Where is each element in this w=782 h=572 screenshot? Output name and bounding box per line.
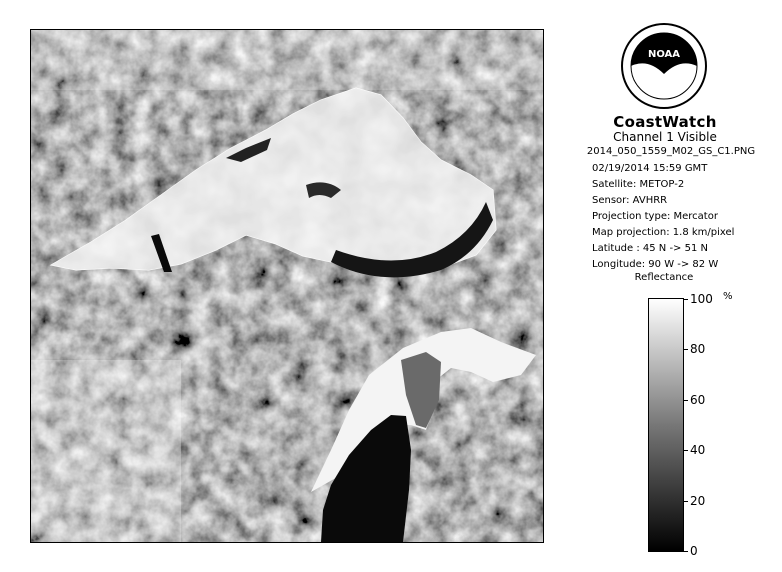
noaa-logo-icon [620, 22, 708, 110]
colorbar-title: Reflectance [634, 272, 694, 283]
colorbar-tick [683, 501, 688, 502]
colorbar-tick-label: 80 [690, 342, 706, 357]
snow-area-southwest [31, 360, 181, 542]
cloud-band-north [31, 30, 543, 90]
latitude-label: Latitude : 45 N -> 51 N [592, 243, 708, 254]
projection-label: Projection type: Mercator [592, 211, 718, 222]
logo-text: NOAA [647, 49, 681, 60]
satellite-image [30, 29, 544, 543]
colorbar-tick-label: 0 [690, 544, 698, 558]
colorbar-unit: % [723, 291, 733, 302]
colorbar-tick-label: 100 [690, 292, 713, 306]
filename-label: 2014_050_1559_M02_GS_C1.PNG [586, 146, 756, 157]
colorbar-tick-label: 60 [690, 392, 706, 407]
datetime-label: 02/19/2014 15:59 GMT [592, 163, 708, 174]
info-panel [560, 20, 782, 572]
sensor-label: Sensor: AVHRR [592, 195, 668, 206]
colorbar-tick-label: 20 [690, 493, 706, 508]
colorbar-tick [683, 551, 688, 552]
longitude-label: Longitude: 90 W -> 82 W [592, 259, 719, 270]
satellite-image-svg [31, 30, 543, 542]
map-projection-label: Map projection: 1.8 km/pixel [592, 227, 735, 238]
colorbar [648, 298, 684, 552]
channel-label: Channel 1 Visible [613, 130, 717, 144]
colorbar-tick [683, 400, 688, 401]
colorbar-tick-label: 40 [690, 443, 706, 458]
colorbar-tick [683, 450, 688, 451]
satellite-label: Satellite: METOP-2 [592, 179, 685, 190]
colorbar-tick [683, 349, 688, 350]
app-title: CoastWatch [613, 113, 717, 131]
colorbar-tick [683, 299, 688, 300]
